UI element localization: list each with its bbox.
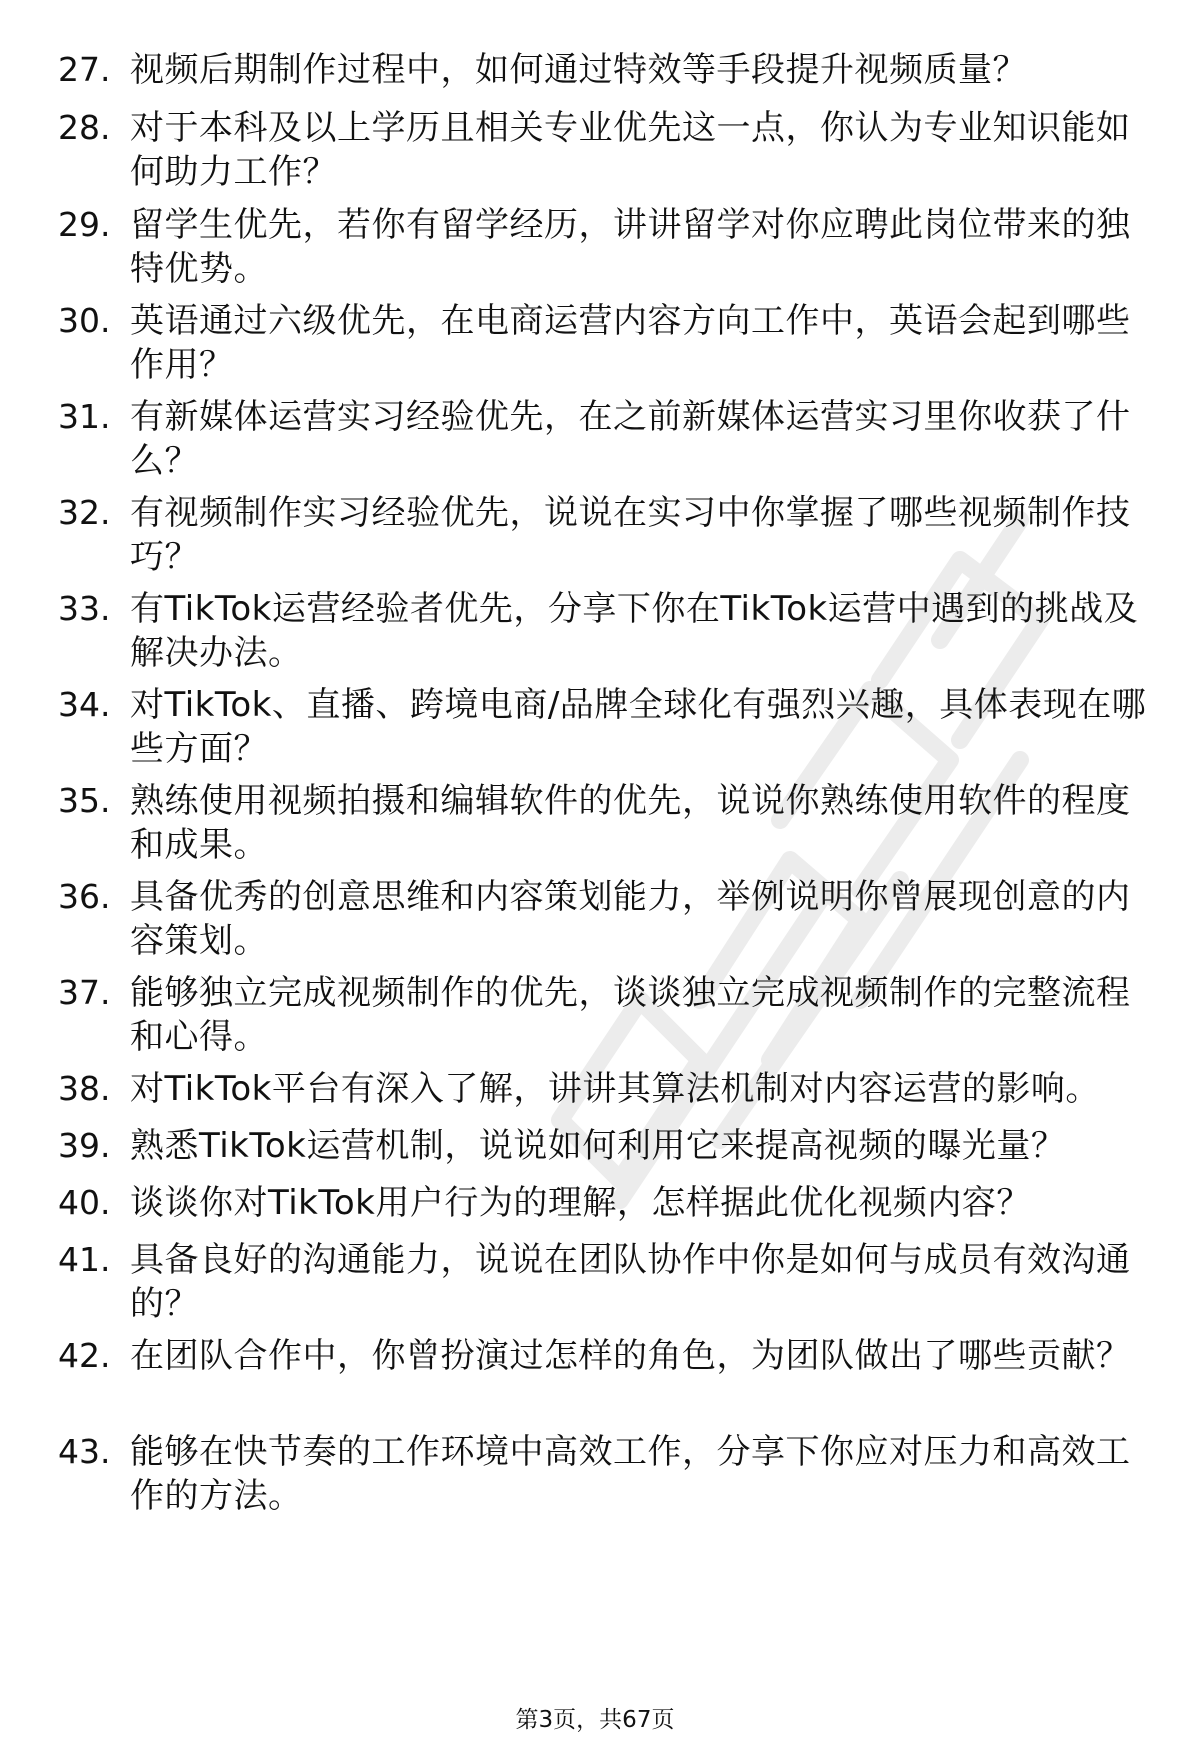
question-text: 对TikTok平台有深入了解，讲讲其算法机制对内容运营的影响。 bbox=[130, 1069, 1100, 1109]
question-item bbox=[58, 683, 1158, 771]
question-text: 有TikTok运营经验者优先，分享下你在TikTok运营中遇到的挑战及解决办法。 bbox=[130, 589, 1139, 673]
question-item bbox=[58, 875, 1158, 963]
question-item bbox=[58, 203, 1158, 291]
question-number: 35. bbox=[58, 781, 111, 820]
question-text: 能够独立完成视频制作的优先，谈谈独立完成视频制作的完整流程和心得。 bbox=[130, 973, 1131, 1057]
question-number: 28. bbox=[58, 108, 111, 147]
question-text: 英语通过六级优先，在电商运营内容方向工作中，英语会起到哪些作用？ bbox=[130, 301, 1131, 385]
question-item bbox=[58, 1430, 1158, 1518]
question-text: 对TikTok、直播、跨境电商/品牌全球化有强烈兴趣，具体表现在哪些方面？ bbox=[130, 685, 1147, 769]
question-number: 39. bbox=[58, 1126, 111, 1165]
question-text: 视频后期制作过程中，如何通过特效等手段提升视频质量？ bbox=[130, 50, 1027, 90]
question-item bbox=[58, 1067, 1158, 1111]
question-item bbox=[58, 587, 1158, 675]
question-item bbox=[58, 1124, 1158, 1168]
question-item bbox=[58, 106, 1158, 194]
question-text: 在团队合作中，你曾扮演过怎样的角色，为团队做出了哪些贡献？ bbox=[130, 1336, 1131, 1376]
question-number: 31. bbox=[58, 397, 111, 436]
question-number: 36. bbox=[58, 877, 111, 916]
question-item bbox=[58, 971, 1158, 1059]
question-item bbox=[58, 1334, 1158, 1378]
question-item bbox=[58, 299, 1158, 387]
question-text: 谈谈你对TikTok用户行为的理解，怎样据此优化视频内容？ bbox=[130, 1183, 1031, 1223]
question-text: 有视频制作实习经验优先，说说在实习中你掌握了哪些视频制作技巧？ bbox=[130, 493, 1131, 577]
question-number: 41. bbox=[58, 1240, 111, 1279]
question-text: 熟悉TikTok运营机制，说说如何利用它来提高视频的曝光量？ bbox=[130, 1126, 1066, 1166]
question-number: 34. bbox=[58, 685, 111, 724]
question-number: 32. bbox=[58, 493, 111, 532]
question-number: 29. bbox=[58, 205, 111, 244]
question-number: 30. bbox=[58, 301, 111, 340]
question-text: 能够在快节奏的工作环境中高效工作，分享下你应对压力和高效工作的方法。 bbox=[130, 1432, 1131, 1516]
question-number: 43. bbox=[58, 1432, 111, 1471]
question-text: 具备优秀的创意思维和内容策划能力，举例说明你曾展现创意的内容策划。 bbox=[130, 877, 1131, 961]
question-text: 有新媒体运营实习经验优先，在之前新媒体运营实习里你收获了什么？ bbox=[130, 397, 1131, 481]
question-item bbox=[58, 779, 1158, 867]
question-number: 42. bbox=[58, 1336, 111, 1375]
question-text: 具备良好的沟通能力，说说在团队协作中你是如何与成员有效沟通的？ bbox=[130, 1240, 1131, 1324]
question-item bbox=[58, 395, 1158, 483]
question-number: 33. bbox=[58, 589, 111, 628]
question-item bbox=[58, 48, 1158, 92]
question-item bbox=[58, 491, 1158, 579]
question-text: 熟练使用视频拍摄和编辑软件的优先，说说你熟练使用软件的程度和成果。 bbox=[130, 781, 1131, 865]
question-text: 对于本科及以上学历且相关专业优先这一点，你认为专业知识能如何助力工作？ bbox=[130, 108, 1131, 192]
question-number: 27. bbox=[58, 50, 111, 89]
page-number-footer: 第3页，共67页 bbox=[515, 1707, 675, 1733]
question-number: 37. bbox=[58, 973, 111, 1012]
question-text: 留学生优先，若你有留学经历，讲讲留学对你应聘此岗位带来的独特优势。 bbox=[130, 205, 1131, 289]
question-item bbox=[58, 1238, 1158, 1326]
question-number: 38. bbox=[58, 1069, 111, 1108]
question-number: 40. bbox=[58, 1183, 111, 1222]
question-item bbox=[58, 1181, 1158, 1225]
